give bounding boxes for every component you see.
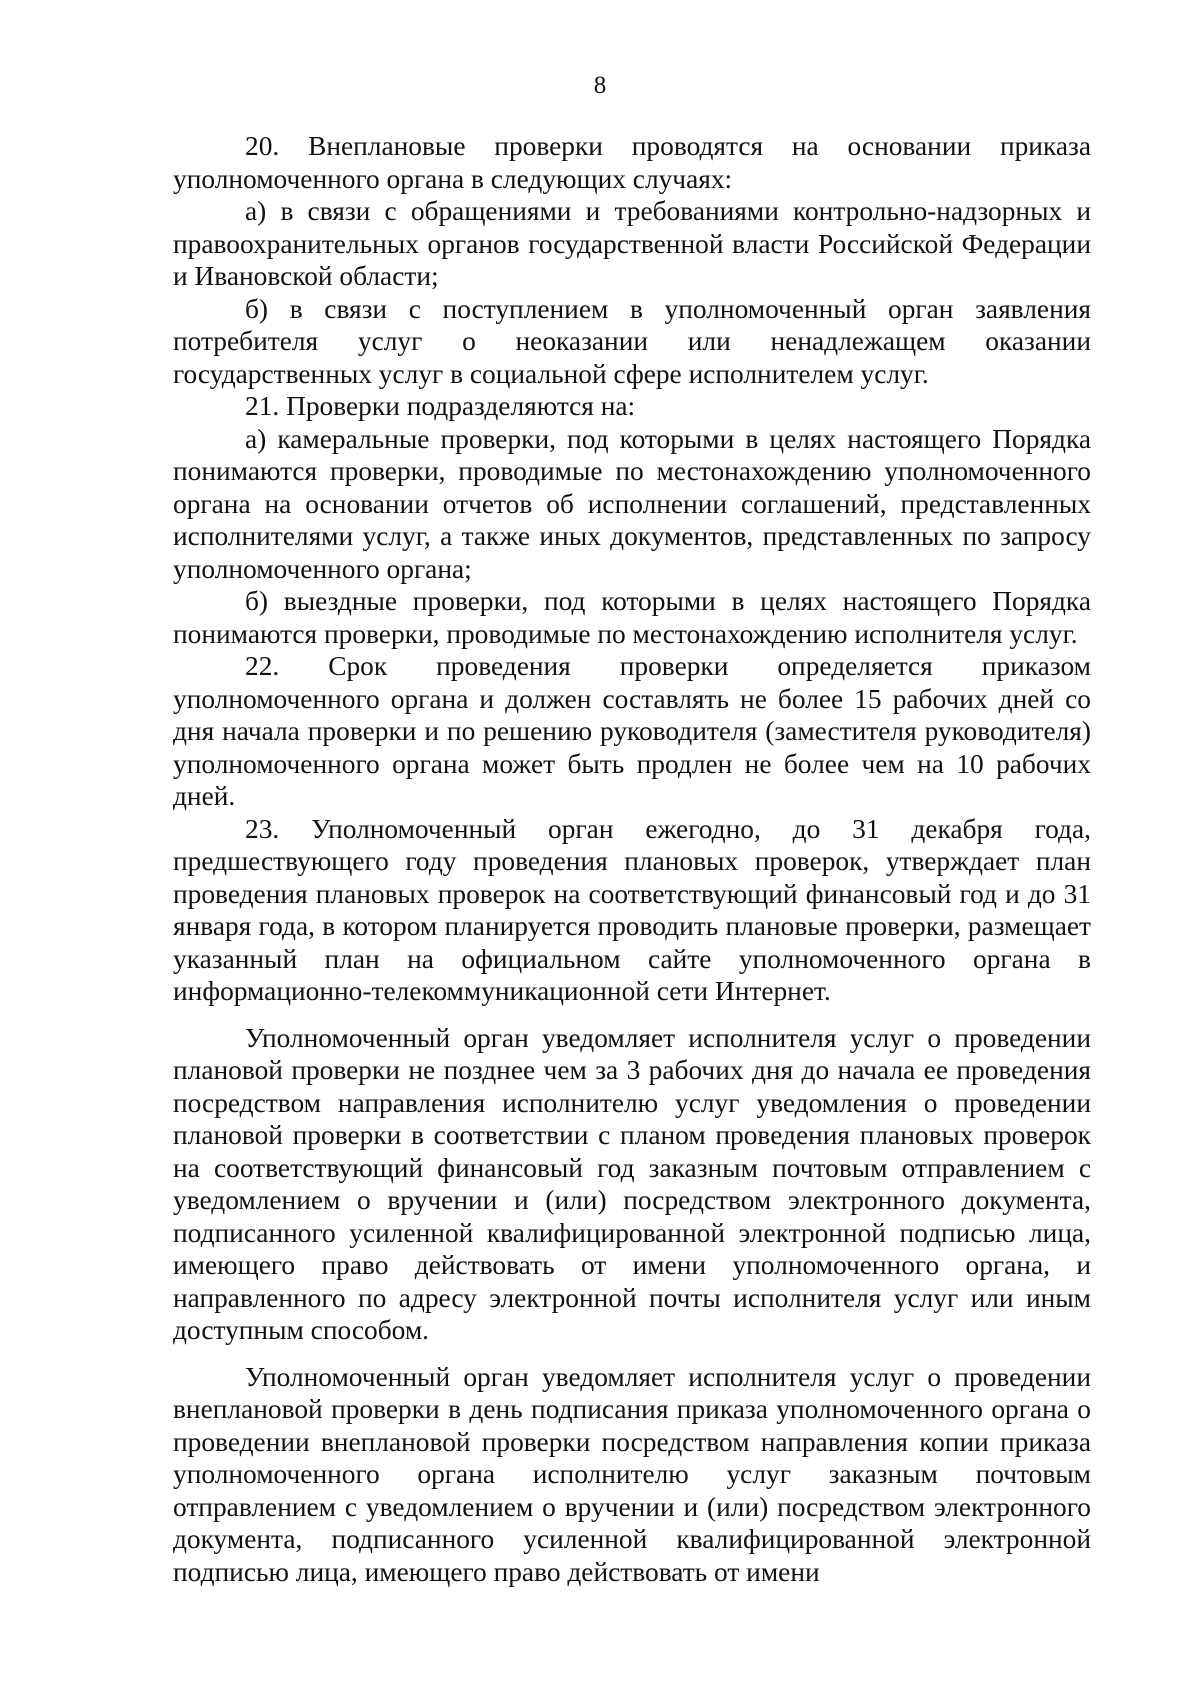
paragraph-21-a: а) камеральные проверки, под которыми в целях настоящего Порядка понимаются проверки, проводимые по местонахождению уполномоченного органа на основании отчетов об исполнении соглашений, представленных исполнителями услуг, а также иных документов, представленных по запросу уполномоченного органа; — [173, 423, 1091, 584]
paragraph-21: 21. Проверки подразделяются на: — [245, 391, 636, 421]
paragraph-unplanned-notice: Уполномоченный орган уведомляет исполнителя услуг о проведении внеплановой проверки в день подписания приказа уполномоченного органа о проведении внеплановой проверки посредством направления копии приказа уполномоченного органа исполнителю услуг заказным почтовым отправлением с уведомлением о вручении и (или) посредством электронного документа, подписанного усиленной квалифицированной электронной подписью лица, имеющего право действовать от имени — [173, 1361, 1091, 1587]
paragraph-planned-notice: Уполномоченный орган уведомляет исполнителя услуг о проведении плановой проверки не позднее чем за 3 рабочих дня до начала ее проведения посредством направления исполнителю услуг уведомления о проведении плановой проверки в соответствии с планом проведения плановых проверок на соответствующий финансовый год заказным почтовым отправлением с уведомлением о вручении и (или) посредством электронного документа, подписанного усиленной квалифицированной электронной подписью лица, имеющего право действовать от имени уполномоченного органа, и направленного по адресу электронной почты исполнителя услуг или иным доступным способом. — [173, 1022, 1091, 1345]
document-body — [173, 130, 1091, 1588]
paragraph-20-b: б) в связи с поступлением в уполномоченный орган заявления потребителя услуг о неоказании или ненадлежащем оказании государственных услуг в социальной сфере исполнителем услуг. — [173, 293, 1091, 389]
paragraph-21-b: б) выездные проверки, под которыми в целях настоящего Порядка понимаются проверки, проводимые по местонахождению исполнителя услуг. — [173, 586, 1091, 649]
paragraph-20: 20. Внеплановые проверки проводятся на основании приказа уполномоченного органа в следующих случаях: — [173, 131, 1091, 194]
page-number: 8 — [593, 72, 607, 99]
paragraph-23: 23. Уполномоченный орган ежегодно, до 31 декабря года, предшествующего году проведения плановых проверок, утверждает план проведения плановых проверок на соответствующий финансовый год и до 31 января года, в котором планируется проводить плановые проверки, размещает указанный план на официальном сайте уполномоченного органа в информационно-телекоммуникационной сети Интернет. — [173, 813, 1091, 1006]
paragraph-22: 22. Срок проведения проверки определяется приказом уполномоченного органа и должен составлять не более 15 рабочих дней со дня начала проверки и по решению руководителя (заместителя руководителя) уполномоченного органа может быть продлен не более чем на 10 рабочих дней. — [173, 651, 1091, 811]
paragraph-20-a: а) в связи с обращениями и требованиями контрольно-надзорных и правоохранительных органов государственной власти Российской Федерации и Ивановской области; — [173, 196, 1091, 291]
